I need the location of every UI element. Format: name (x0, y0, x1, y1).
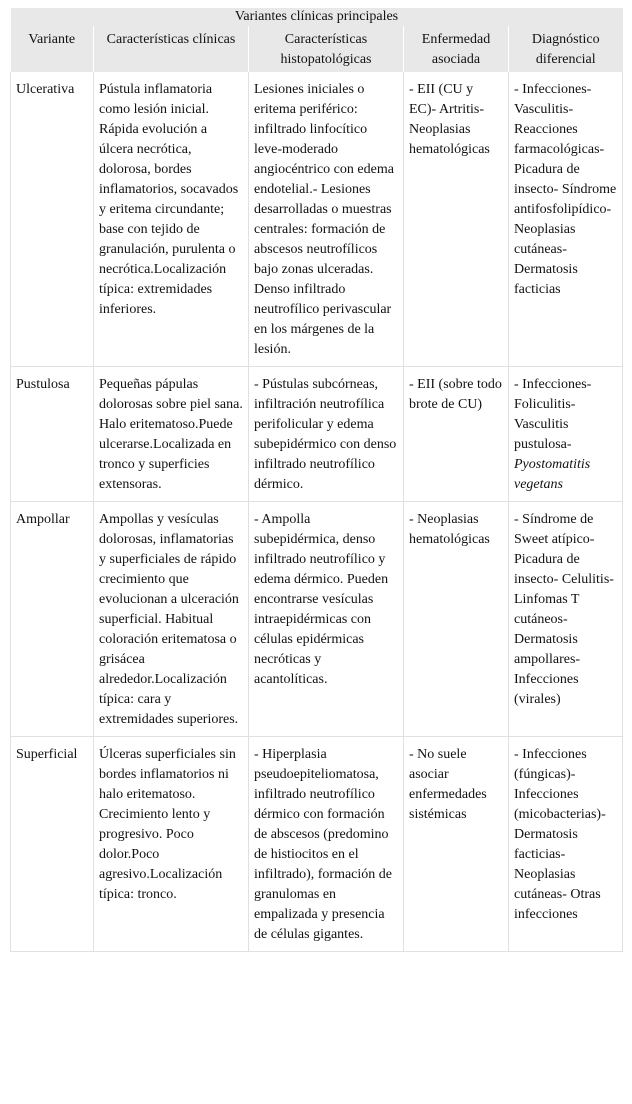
table-row (11, 737, 623, 952)
cell-clinicas: Pústula inflamatoria como lesión inicial. Rápida evolución a úlcera necrótica, dolorosa, bordes inflamatorios, socavados y eritema circundante; base con tejido de granulación, purulenta o necrótica.Localización típica: extremidades inferiores. (94, 72, 249, 367)
cell-enfermedad: - No suele asociar enfermedades sistémicas (404, 737, 509, 952)
cell-diferencial (509, 367, 623, 502)
table-caption-row (11, 8, 623, 26)
cell-histopatologicas: Lesiones iniciales o eritema periférico: infiltrado linfocítico leve-moderado angiocéntrico con edema endotelial.- Lesiones desarrolladas o muestras centrales: formación de abscesos neutrofílicos bajo zonas ulceradas. Denso infiltrado neutrofílico perivascular en los márgenes de la lesión. (249, 72, 404, 367)
table-caption: Variantes clínicas principales (11, 8, 623, 26)
cell-enfermedad: - EII (sobre todo brote de CU) (404, 367, 509, 502)
header-caracteristicas-clinicas: Características clínicas (94, 26, 249, 72)
cell-diferencial: - Infecciones (fúngicas)- Infecciones (micobacterias)- Dermatosis facticias- Neoplasias cutáneas- Otras infecciones (509, 737, 623, 952)
cell-variante: Pustulosa (11, 367, 94, 502)
cell-enfermedad: - Neoplasias hematológicas (404, 502, 509, 737)
cell-histopatologicas: - Hiperplasia pseudoepiteliomatosa, infiltrado neutrofílico dérmico con formación de abscesos (predomino de histiocitos en el infiltrado), formación de granulomas en empalizada y presencia de células gigantes. (249, 737, 404, 952)
table-header-row (11, 26, 623, 72)
clinical-variants-table (10, 8, 623, 952)
cell-diferencial-text: - Infecciones- Foliculitis- Vasculitis pustulosa- (514, 377, 592, 452)
cell-clinicas: Ampollas y vesículas dolorosas, inflamatorias y superficiales de rápido crecimiento que evolucionan a ulceración superficial. Habitual coloración eritematosa o grisácea alrededor.Localización típica: cara y extremidades superiores. (94, 502, 249, 737)
cell-variante: Superficial (11, 737, 94, 952)
cell-histopatologicas: - Ampolla subepidérmica, denso infiltrado neutrofílico y edema dérmico. Pueden encontrarse vesículas intraepidérmicas con células epidérmicas necróticas y acantolíticas. (249, 502, 404, 737)
header-caracteristicas-histopatologicas: Características histopatológicas (249, 26, 404, 72)
cell-clinicas: Pequeñas pápulas dolorosas sobre piel sana. Halo eritematoso.Puede ulcerarse.Localizada en tronco y superficies extensoras. (94, 367, 249, 502)
cell-diferencial-italic-text: Pyostomatitis vegetans (514, 457, 591, 492)
clinical-variants-table-container (10, 8, 622, 952)
cell-variante: Ulcerativa (11, 72, 94, 367)
cell-diferencial: - Síndrome de Sweet atípico- Picadura de insecto- Celulitis- Linfomas T cutáneos- Dermatosis ampollares- Infecciones (virales) (509, 502, 623, 737)
header-variante: Variante (11, 26, 94, 72)
table-row (11, 72, 623, 367)
cell-histopatologicas: - Pústulas subcórneas, infiltración neutrofílica perifolicular y edema subepidérmico con denso infiltrado neutrofílico dérmico. (249, 367, 404, 502)
table-row (11, 502, 623, 737)
table-row (11, 367, 623, 502)
cell-enfermedad: - EII (CU y EC)- Artritis- Neoplasias hematológicas (404, 72, 509, 367)
header-enfermedad-asociada: Enfermedad asociada (404, 26, 509, 72)
cell-diferencial: - Infecciones- Vasculitis- Reacciones farmacológicas- Picadura de insecto- Síndrome antifosfolipídico- Neoplasias cutáneas- Dermatosis facticias (509, 72, 623, 367)
cell-clinicas: Úlceras superficiales sin bordes inflamatorios ni halo eritematoso. Crecimiento lento y progresivo. Poco dolor.Poco agresivo.Localización típica: tronco. (94, 737, 249, 952)
cell-variante: Ampollar (11, 502, 94, 737)
header-diagnostico-diferencial: Diagnóstico diferencial (509, 26, 623, 72)
